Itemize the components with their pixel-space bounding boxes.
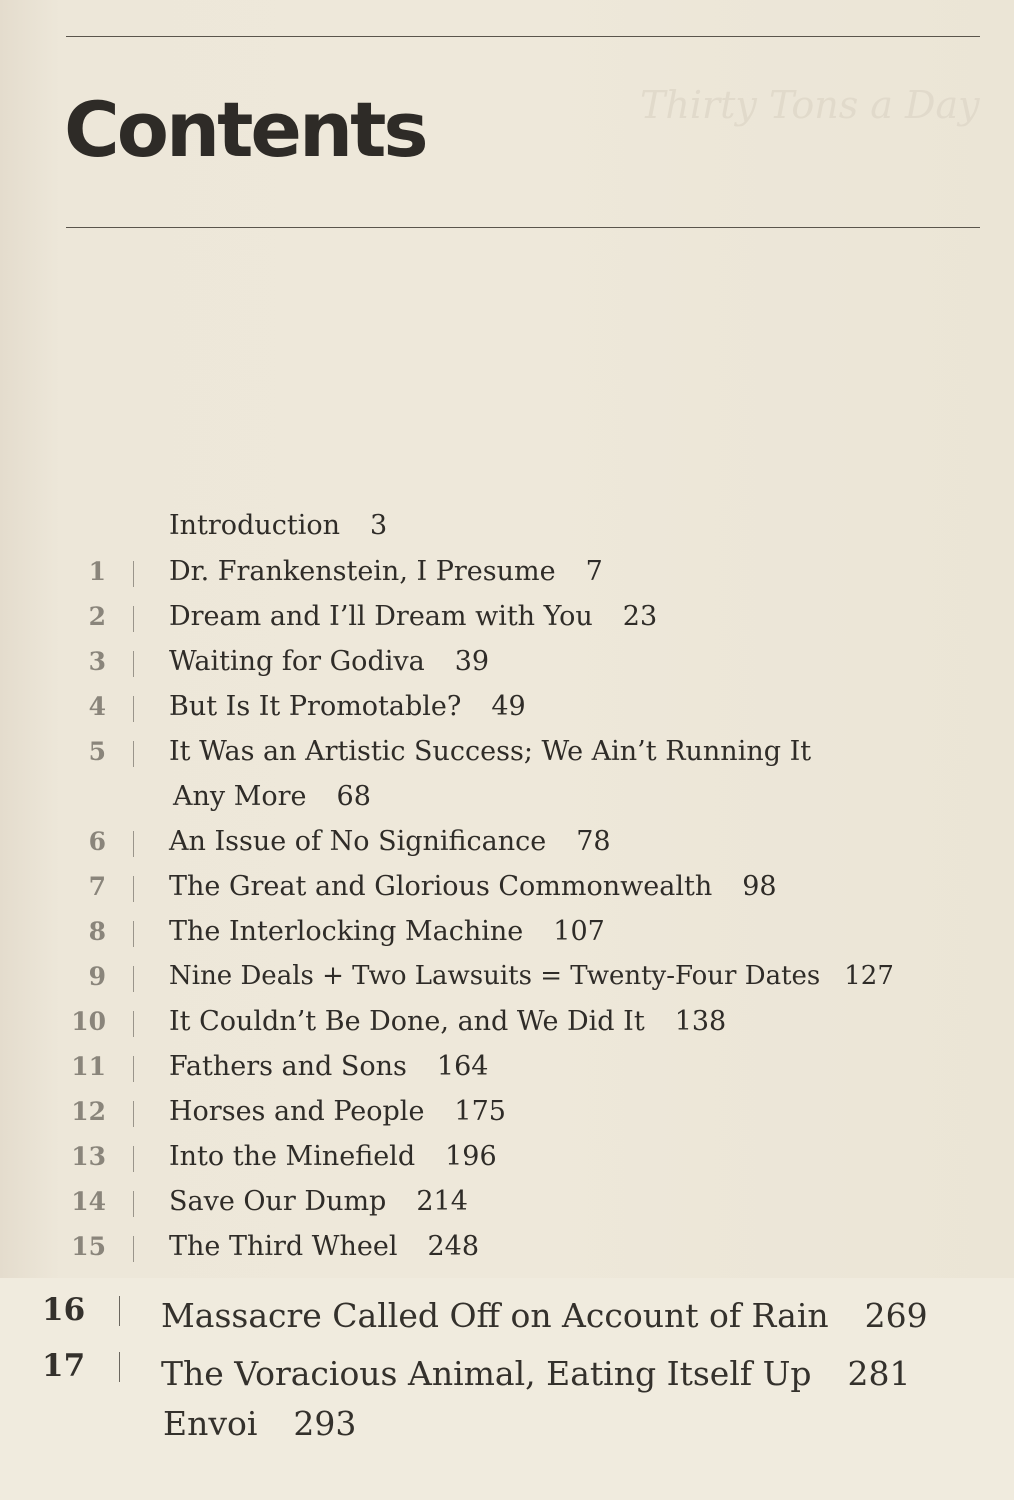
page-title: Contents xyxy=(64,85,426,174)
chapter-number: 14 xyxy=(71,1187,106,1216)
chapter-divider xyxy=(119,1352,120,1382)
chapter-divider xyxy=(133,1056,134,1082)
toc-entry-page: 127 xyxy=(844,961,894,991)
toc-entry-page: 196 xyxy=(445,1141,497,1172)
toc-entry-title: But Is It Promotable? 49 xyxy=(169,691,526,722)
chapter-divider xyxy=(133,1191,134,1217)
toc-entry-chapter-8 xyxy=(0,909,1014,954)
toc-entry-introduction xyxy=(0,503,1014,548)
chapter-divider xyxy=(133,1236,134,1262)
toc-entry-title: An Issue of No Significance 78 xyxy=(169,826,611,857)
toc-entry-page: 269 xyxy=(864,1296,928,1335)
toc-entry-title: Save Our Dump 214 xyxy=(169,1186,468,1217)
toc-entry-title: Dream and I’ll Dream with You 23 xyxy=(169,601,658,632)
toc-entry-page: 23 xyxy=(622,601,658,632)
toc-entry-chapter-3 xyxy=(0,639,1014,684)
toc-entry-chapter-5 xyxy=(0,729,1014,774)
chapter-number: 1 xyxy=(88,557,106,586)
chapter-divider xyxy=(133,876,134,902)
toc-entry-page: 3 xyxy=(370,510,388,541)
toc-entry-chapter-15 xyxy=(0,1224,1014,1269)
toc-entry-chapter-13 xyxy=(0,1134,1014,1179)
toc-entry-chapter-12 xyxy=(0,1089,1014,1134)
bleed-through-title: Thirty Tons a Day xyxy=(640,83,980,127)
chapter-divider xyxy=(133,696,134,722)
toc-entry-page: 78 xyxy=(576,826,611,857)
chapter-divider xyxy=(133,561,134,587)
toc-entry-title: Dr. Frankenstein, I Presume 7 xyxy=(169,556,603,587)
toc-entry-chapter-7 xyxy=(0,864,1014,909)
chapter-divider xyxy=(133,1101,134,1127)
toc-entry-envoi xyxy=(0,1396,1014,1452)
chapter-number: 2 xyxy=(88,602,106,631)
chapter-number: 13 xyxy=(71,1142,106,1171)
toc-entry-page: 138 xyxy=(674,1006,727,1037)
toc-entry-chapter-16 xyxy=(0,1282,1014,1338)
toc-entry-chapter-1 xyxy=(0,549,1014,594)
toc-entry-title: The Great and Glorious Commonwealth 98 xyxy=(169,871,777,902)
toc-entry-page: 68 xyxy=(336,781,371,812)
chapter-number: 12 xyxy=(71,1097,106,1126)
chapter-number: 6 xyxy=(88,827,106,856)
toc-entry-title: It Was an Artistic Success; We Ain’t Running It xyxy=(169,736,812,767)
chapter-number: 5 xyxy=(88,737,106,766)
chapter-divider xyxy=(133,1011,134,1037)
toc-entry-page: 214 xyxy=(416,1186,468,1217)
chapter-number: 17 xyxy=(42,1348,86,1384)
toc-entry-title: Introduction 3 xyxy=(169,510,388,541)
chapter-divider xyxy=(133,1146,134,1172)
toc-entry-title-continued: Any More 68 xyxy=(173,781,371,812)
toc-entry-page: 49 xyxy=(491,691,526,722)
chapter-number: 10 xyxy=(71,1007,106,1036)
toc-entry-title: Nine Deals + Two Lawsuits = Twenty-Four Dates 127 xyxy=(169,961,894,991)
toc-entry-chapter-17 xyxy=(0,1338,1014,1394)
toc-entry-chapter-4 xyxy=(0,684,1014,729)
toc-entry-title: Envoi 293 xyxy=(163,1404,357,1443)
chapter-number: 4 xyxy=(88,692,106,721)
toc-entry-page: 293 xyxy=(293,1404,357,1443)
toc-entry-chapter-6 xyxy=(0,819,1014,864)
toc-entry-page: 7 xyxy=(585,556,603,587)
toc-entry-title: Horses and People 175 xyxy=(169,1096,506,1127)
toc-entry-chapter-2 xyxy=(0,594,1014,639)
toc-entry-title: Waiting for Godiva 39 xyxy=(169,646,490,677)
toc-entry-chapter-5-continued xyxy=(0,774,1014,819)
toc-entry-title: Fathers and Sons 164 xyxy=(169,1051,489,1082)
chapter-number: 15 xyxy=(71,1232,106,1261)
chapter-number: 9 xyxy=(88,962,106,991)
toc-entry-title: Into the Minefield 196 xyxy=(169,1141,497,1172)
chapter-number: 3 xyxy=(88,647,106,676)
toc-entry-title: It Couldn’t Be Done, and We Did It 138 xyxy=(169,1006,727,1037)
chapter-divider xyxy=(133,966,134,992)
toc-entry-page: 175 xyxy=(454,1096,506,1127)
chapter-divider xyxy=(119,1296,120,1326)
toc-entry-chapter-10 xyxy=(0,999,1014,1044)
toc-entry-page: 248 xyxy=(427,1231,480,1262)
chapter-divider xyxy=(133,651,134,677)
toc-entry-chapter-9 xyxy=(0,954,1014,999)
toc-entry-page: 98 xyxy=(742,871,777,902)
toc-entry-chapter-14 xyxy=(0,1179,1014,1224)
toc-entry-title: Massacre Called Off on Account of Rain 269 xyxy=(161,1296,928,1335)
toc-entry-page: 39 xyxy=(454,646,490,677)
toc-entry-page: 107 xyxy=(553,916,605,947)
chapter-divider xyxy=(133,741,134,767)
chapter-number: 16 xyxy=(42,1292,86,1328)
chapter-divider xyxy=(133,831,134,857)
toc-entry-title: The Voracious Animal, Eating Itself Up 281 xyxy=(161,1354,911,1393)
chapter-number: 11 xyxy=(71,1052,106,1081)
chapter-number: 8 xyxy=(88,917,106,946)
toc-entry-title: The Interlocking Machine 107 xyxy=(169,916,605,947)
chapter-number: 7 xyxy=(88,872,106,901)
toc-entry-page: 164 xyxy=(436,1051,489,1082)
toc-entry-title: The Third Wheel 248 xyxy=(169,1231,480,1262)
chapter-divider xyxy=(133,921,134,947)
chapter-divider xyxy=(133,606,134,632)
toc-entry-page: 281 xyxy=(847,1354,911,1393)
toc-entry-chapter-11 xyxy=(0,1044,1014,1089)
